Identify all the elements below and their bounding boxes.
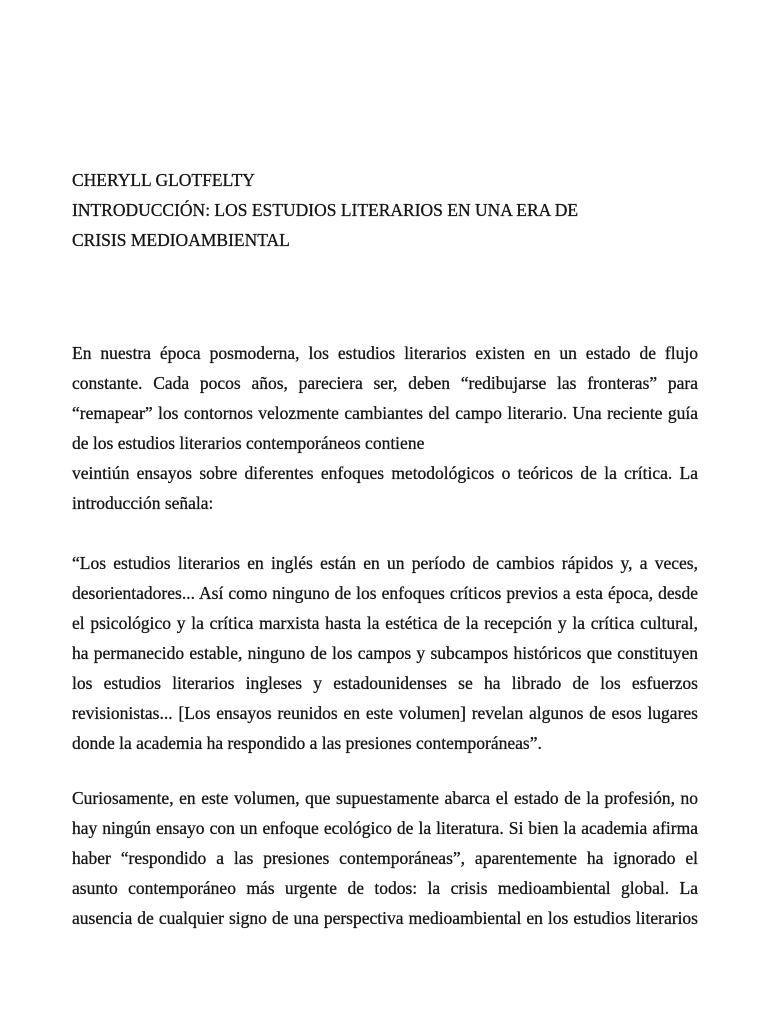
paragraph-line: “Los estudios literarios en inglés están en un período de cambios rápidos y, a veces, [72, 553, 698, 573]
document-title [72, 165, 698, 255]
paragraph-line: ausencia de cualquier signo de una perspectiva medioambiental en los estudios literarios [72, 908, 698, 928]
paragraph-line: veintiún ensayos sobre diferentes enfoques metodológicos o teóricos de la crítica. La [72, 463, 698, 483]
paragraph-line: hay ningún ensayo con un enfoque ecológico de la literatura. Si bien la academia afirma [72, 818, 698, 838]
paragraph-quote [72, 548, 698, 758]
paragraph-line: haber “respondido a las presiones contemporáneas”, aparentemente ha ignorado el [72, 848, 698, 868]
title-line-subheading: CRISIS MEDIOAMBIENTAL [72, 230, 290, 250]
paragraph-line: introducción señala: [72, 493, 214, 513]
paragraph-line: Curiosamente, en este volumen, que supuestamente abarca el estado de la profesión, no [72, 788, 698, 808]
paragraph-line: revisionistas... [Los ensayos reunidos en este volumen] revelan algunos de esos lugares [72, 703, 698, 723]
paragraph-line: En nuestra época posmoderna, los estudios literarios existen en un estado de flujo [72, 343, 698, 363]
paragraph-line: asunto contemporáneo más urgente de todos: la crisis medioambiental global. La [72, 878, 698, 898]
paragraph-commentary [72, 783, 698, 933]
paragraph-line: donde la academia ha respondido a las presiones contemporáneas”. [72, 733, 542, 753]
document-content [72, 0, 698, 933]
paragraph-line: constante. Cada pocos años, pareciera ser, deben “redibujarse las fronteras” para [72, 373, 698, 393]
paragraph-line: ha permanecido estable, ninguno de los campos y subcampos históricos que constituyen [72, 643, 698, 663]
paragraph-line: los estudios literarios ingleses y estadounidenses se ha librado de los esfuerzos [72, 673, 698, 693]
paragraph-line: desorientadores... Así como ninguno de los enfoques críticos previos a esta época, desde [72, 583, 698, 603]
paragraph-intro [72, 338, 698, 518]
paragraph-line: de los estudios literarios contemporáneos contiene [72, 433, 425, 453]
paragraph-line: el psicológico y la crítica marxista hasta la estética de la recepción y la crítica cultural, [72, 613, 698, 633]
title-line-heading: INTRODUCCIÓN: LOS ESTUDIOS LITERARIOS EN UNA ERA DE [72, 200, 579, 220]
paragraph-line: “remapear” los contornos velozmente cambiantes del campo literario. Una reciente guía [72, 403, 698, 423]
title-line-author: CHERYLL GLOTFELTY [72, 170, 255, 190]
